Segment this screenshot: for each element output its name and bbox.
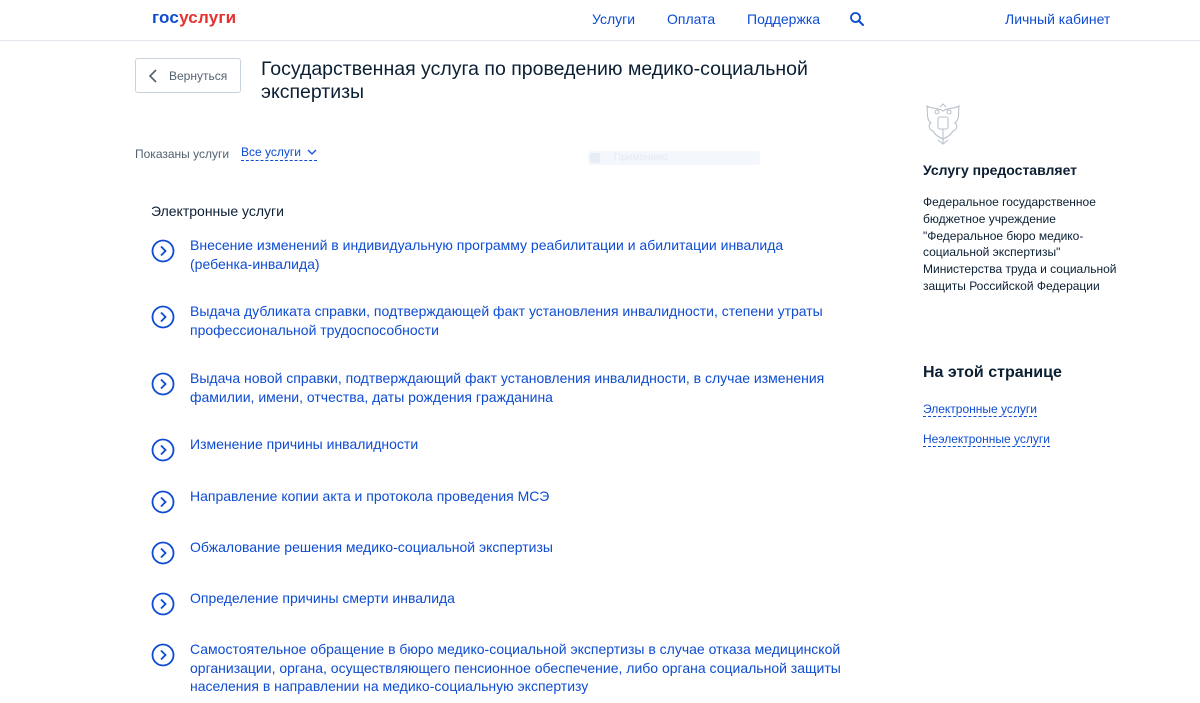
top-header <box>0 0 1200 41</box>
chevron-right-circle-icon <box>151 372 175 396</box>
nav-payment[interactable]: Оплата <box>667 11 716 27</box>
provider-title: Услугу предоставляет <box>923 162 1078 178</box>
back-button-label: Вернуться <box>169 69 228 83</box>
back-button[interactable] <box>135 58 241 93</box>
service-link[interactable]: Самостоятельное обращение в бюро медико-социальной экспертизы в случае отказа медицинской организации, органа, осуществляющего пенсионное обеспечение, либо органа социальной защиты населения в направлении на медико-социальную экспертизу <box>190 641 841 695</box>
faded-checkbox-icon <box>590 153 600 163</box>
coat-of-arms-icon <box>923 103 963 145</box>
services-filter-dropdown[interactable] <box>241 145 317 161</box>
service-link[interactable]: Обжалование решения медико-социальной экспертизы <box>190 539 553 555</box>
logo-part-gos: гос <box>152 8 180 27</box>
nav-support[interactable]: Поддержка <box>747 11 821 27</box>
chevron-right-circle-icon <box>151 643 175 667</box>
service-link[interactable]: Направление копии акта и протокола проведения МСЭ <box>190 488 550 504</box>
service-link[interactable]: Выдача новой справки, подтверждающий факт установления инвалидности, в случае изменения фамилии, имени, отчества, даты рождения гражданина <box>190 370 825 405</box>
chevron-right-circle-icon <box>151 490 175 514</box>
chevron-right-circle-icon <box>151 592 175 616</box>
service-link[interactable]: Выдача дубликата справки, подтверждающей факт установления инвалидности, степени утраты профессиональной трудоспособности <box>190 303 823 338</box>
chevron-right-circle-icon <box>151 541 175 565</box>
page-title: Государственная услуга по проведению медико-социальной экспертизы <box>261 58 808 103</box>
gosuslugi-logo[interactable] <box>152 8 236 28</box>
personal-account-link[interactable]: Личный кабинет <box>1005 11 1111 27</box>
faded-hint-text: Применимо <box>614 152 669 163</box>
chevron-left-icon <box>148 69 160 83</box>
anchor-non-electronic-services[interactable]: Неэлектронные услуги <box>923 432 1050 446</box>
provider-text: Федеральное государственное бюджетное учреждение "Федеральное бюро медико-социальной экспертизы" Министерства труда и социальной защиты Российской Федерации <box>923 195 1117 293</box>
nav-services[interactable]: Услуги <box>592 11 636 27</box>
service-link[interactable]: Изменение причины инвалидности <box>190 436 419 452</box>
service-link[interactable]: Внесение изменений в индивидуальную программу реабилитации и абилитации инвалида (ребенка-инвалида) <box>190 237 784 272</box>
chevron-down-icon <box>307 149 317 156</box>
chevron-right-circle-icon <box>151 305 175 329</box>
anchor-electronic-services[interactable]: Электронные услуги <box>923 402 1037 416</box>
on-page-title: На этой странице <box>923 364 1062 381</box>
chevron-right-circle-icon <box>151 239 175 263</box>
logo-part-uslugi: услуги <box>179 8 237 27</box>
filter-value: Все услуги <box>241 145 301 159</box>
service-link[interactable]: Определение причины смерти инвалида <box>190 590 455 606</box>
chevron-right-circle-icon <box>151 438 175 462</box>
section-title-electronic: Электронные услуги <box>151 203 284 219</box>
search-icon[interactable] <box>849 11 865 27</box>
filter-label: Показаны услуги <box>135 147 230 161</box>
